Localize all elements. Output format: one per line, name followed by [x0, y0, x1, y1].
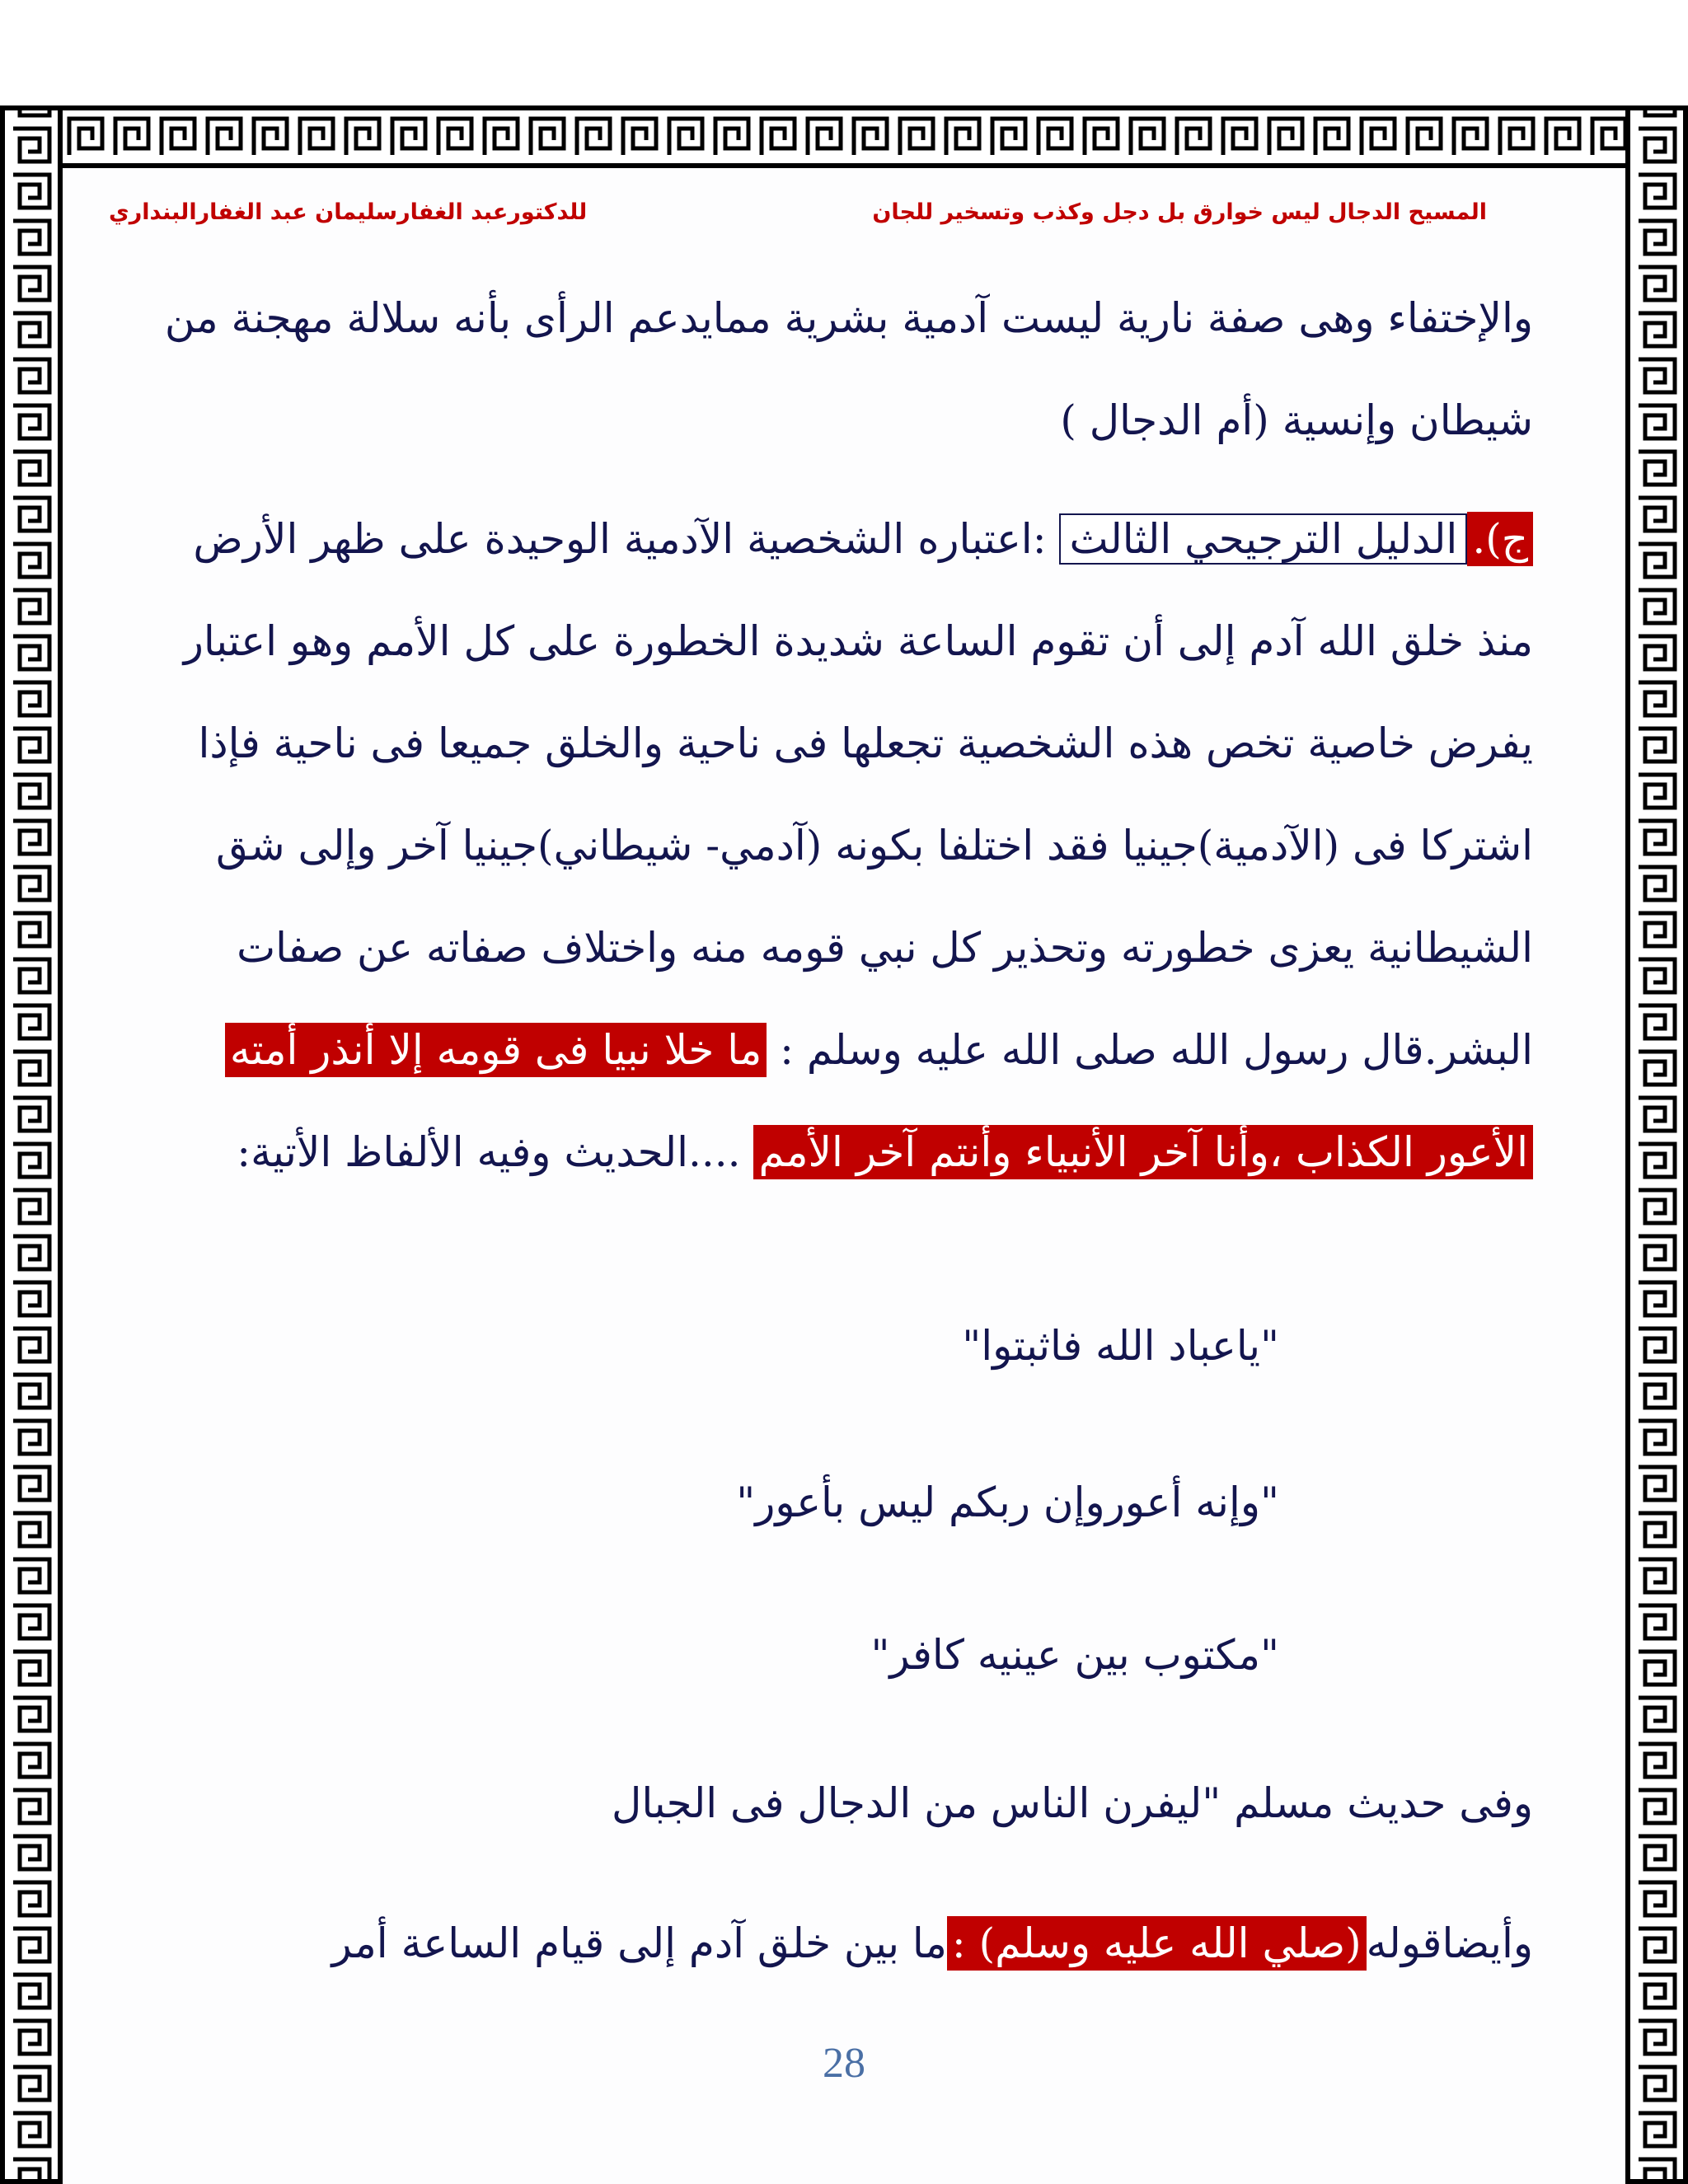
- paragraph-2-line-2: منذ خلق الله آدم إلى أن تقوم الساعة شديدة الخطورة على كل الأمم وهو اعتبار: [183, 617, 1533, 665]
- greek-key-pattern-right: [1625, 105, 1688, 2184]
- hadith-highlight-1: ما خلا نبيا فى قومه إلا أنذر أمته: [225, 1023, 767, 1077]
- section-title-box: الدليل الترجيحي الثالث: [1059, 513, 1467, 565]
- border-right-band: [1625, 105, 1688, 2184]
- paragraph-2-line-5: الشيطانية يعزى خطورته وتحذير كل نبي قومه منه واختلاف صفاته عن صفات: [237, 924, 1533, 972]
- last-line-pre: وأيضاقوله: [1366, 1919, 1533, 1967]
- document-page: [63, 168, 1625, 2184]
- paragraph-2-line-1: [132, 488, 1533, 590]
- paragraph-1: [132, 267, 1533, 471]
- running-header-author: للدكتورعبد الغفارسليمان عبد الغفارالبنداري: [109, 199, 588, 225]
- greek-key-pattern-left: [0, 105, 63, 2184]
- paragraph-2: [132, 488, 1533, 1203]
- last-line-post: ما بين خلق آدم إلى قيام الساعة أمر: [331, 1919, 947, 1967]
- border-left-band: [0, 105, 63, 2184]
- salawat-highlight: (صلي الله عليه وسلم) :: [947, 1916, 1367, 1971]
- paragraph-1-line-1: والإختفاء وهى صفة نارية ليست آدمية بشرية ممايدعم الرأى بأنه سلالة مهجنة من: [164, 294, 1533, 342]
- paragraph-1-line-2: شيطان وإنسية (أم الدجال ): [1060, 396, 1533, 444]
- paragraph-2-line-4: اشتركا فى (الآدمية)جينيا فقد اختلفا بكونه (آدمي- شيطاني)جينيا آخر وإلى شق: [216, 822, 1533, 869]
- quote-3: "مكتوب بين عينيه كافر": [870, 1631, 1279, 1679]
- quote-2: "وإنه أعوروإن ربكم ليس بأعور": [736, 1479, 1279, 1526]
- quote-1: "ياعباد الله فاثبتوا": [962, 1322, 1279, 1370]
- muslim-hadith-line: وفى حديث مسلم "ليفرن الناس من الدجال فى الجبال: [612, 1779, 1533, 1827]
- hadith-highlight-2: الأعور الكذاب ،وأنا آخر الأنبياء وأنتم آخر الأمم: [753, 1125, 1533, 1179]
- page-number: 28: [823, 2040, 865, 2087]
- greek-key-pattern-top: [0, 105, 1688, 168]
- paragraph-2-line-3: يفرض خاصية تخص هذه الشخصية تجعلها فى ناحية والخلق جميعا فى ناحية فإذا: [198, 719, 1533, 767]
- paragraph-2-line-1-text: :اعتباره الشخصية الآدمية الوحيدة على ظهر الأرض: [193, 515, 1060, 563]
- last-line: [331, 1919, 1533, 1967]
- paragraph-2-line-7: [132, 1101, 1533, 1203]
- paragraph-2-line-7-text: ....الحديث وفيه الألفاظ الأتية:: [237, 1128, 754, 1176]
- section-marker: ج).: [1467, 512, 1533, 566]
- running-header-title: المسيح الدجال ليس خوارق بل دجل وكذب وتسخير للجان: [872, 199, 1487, 225]
- paragraph-2-line-6-text: البشر.قال رسول الله صلى الله عليه وسلم :: [767, 1026, 1533, 1074]
- paragraph-2-line-6: [132, 999, 1533, 1101]
- border-top-band: [0, 105, 1688, 168]
